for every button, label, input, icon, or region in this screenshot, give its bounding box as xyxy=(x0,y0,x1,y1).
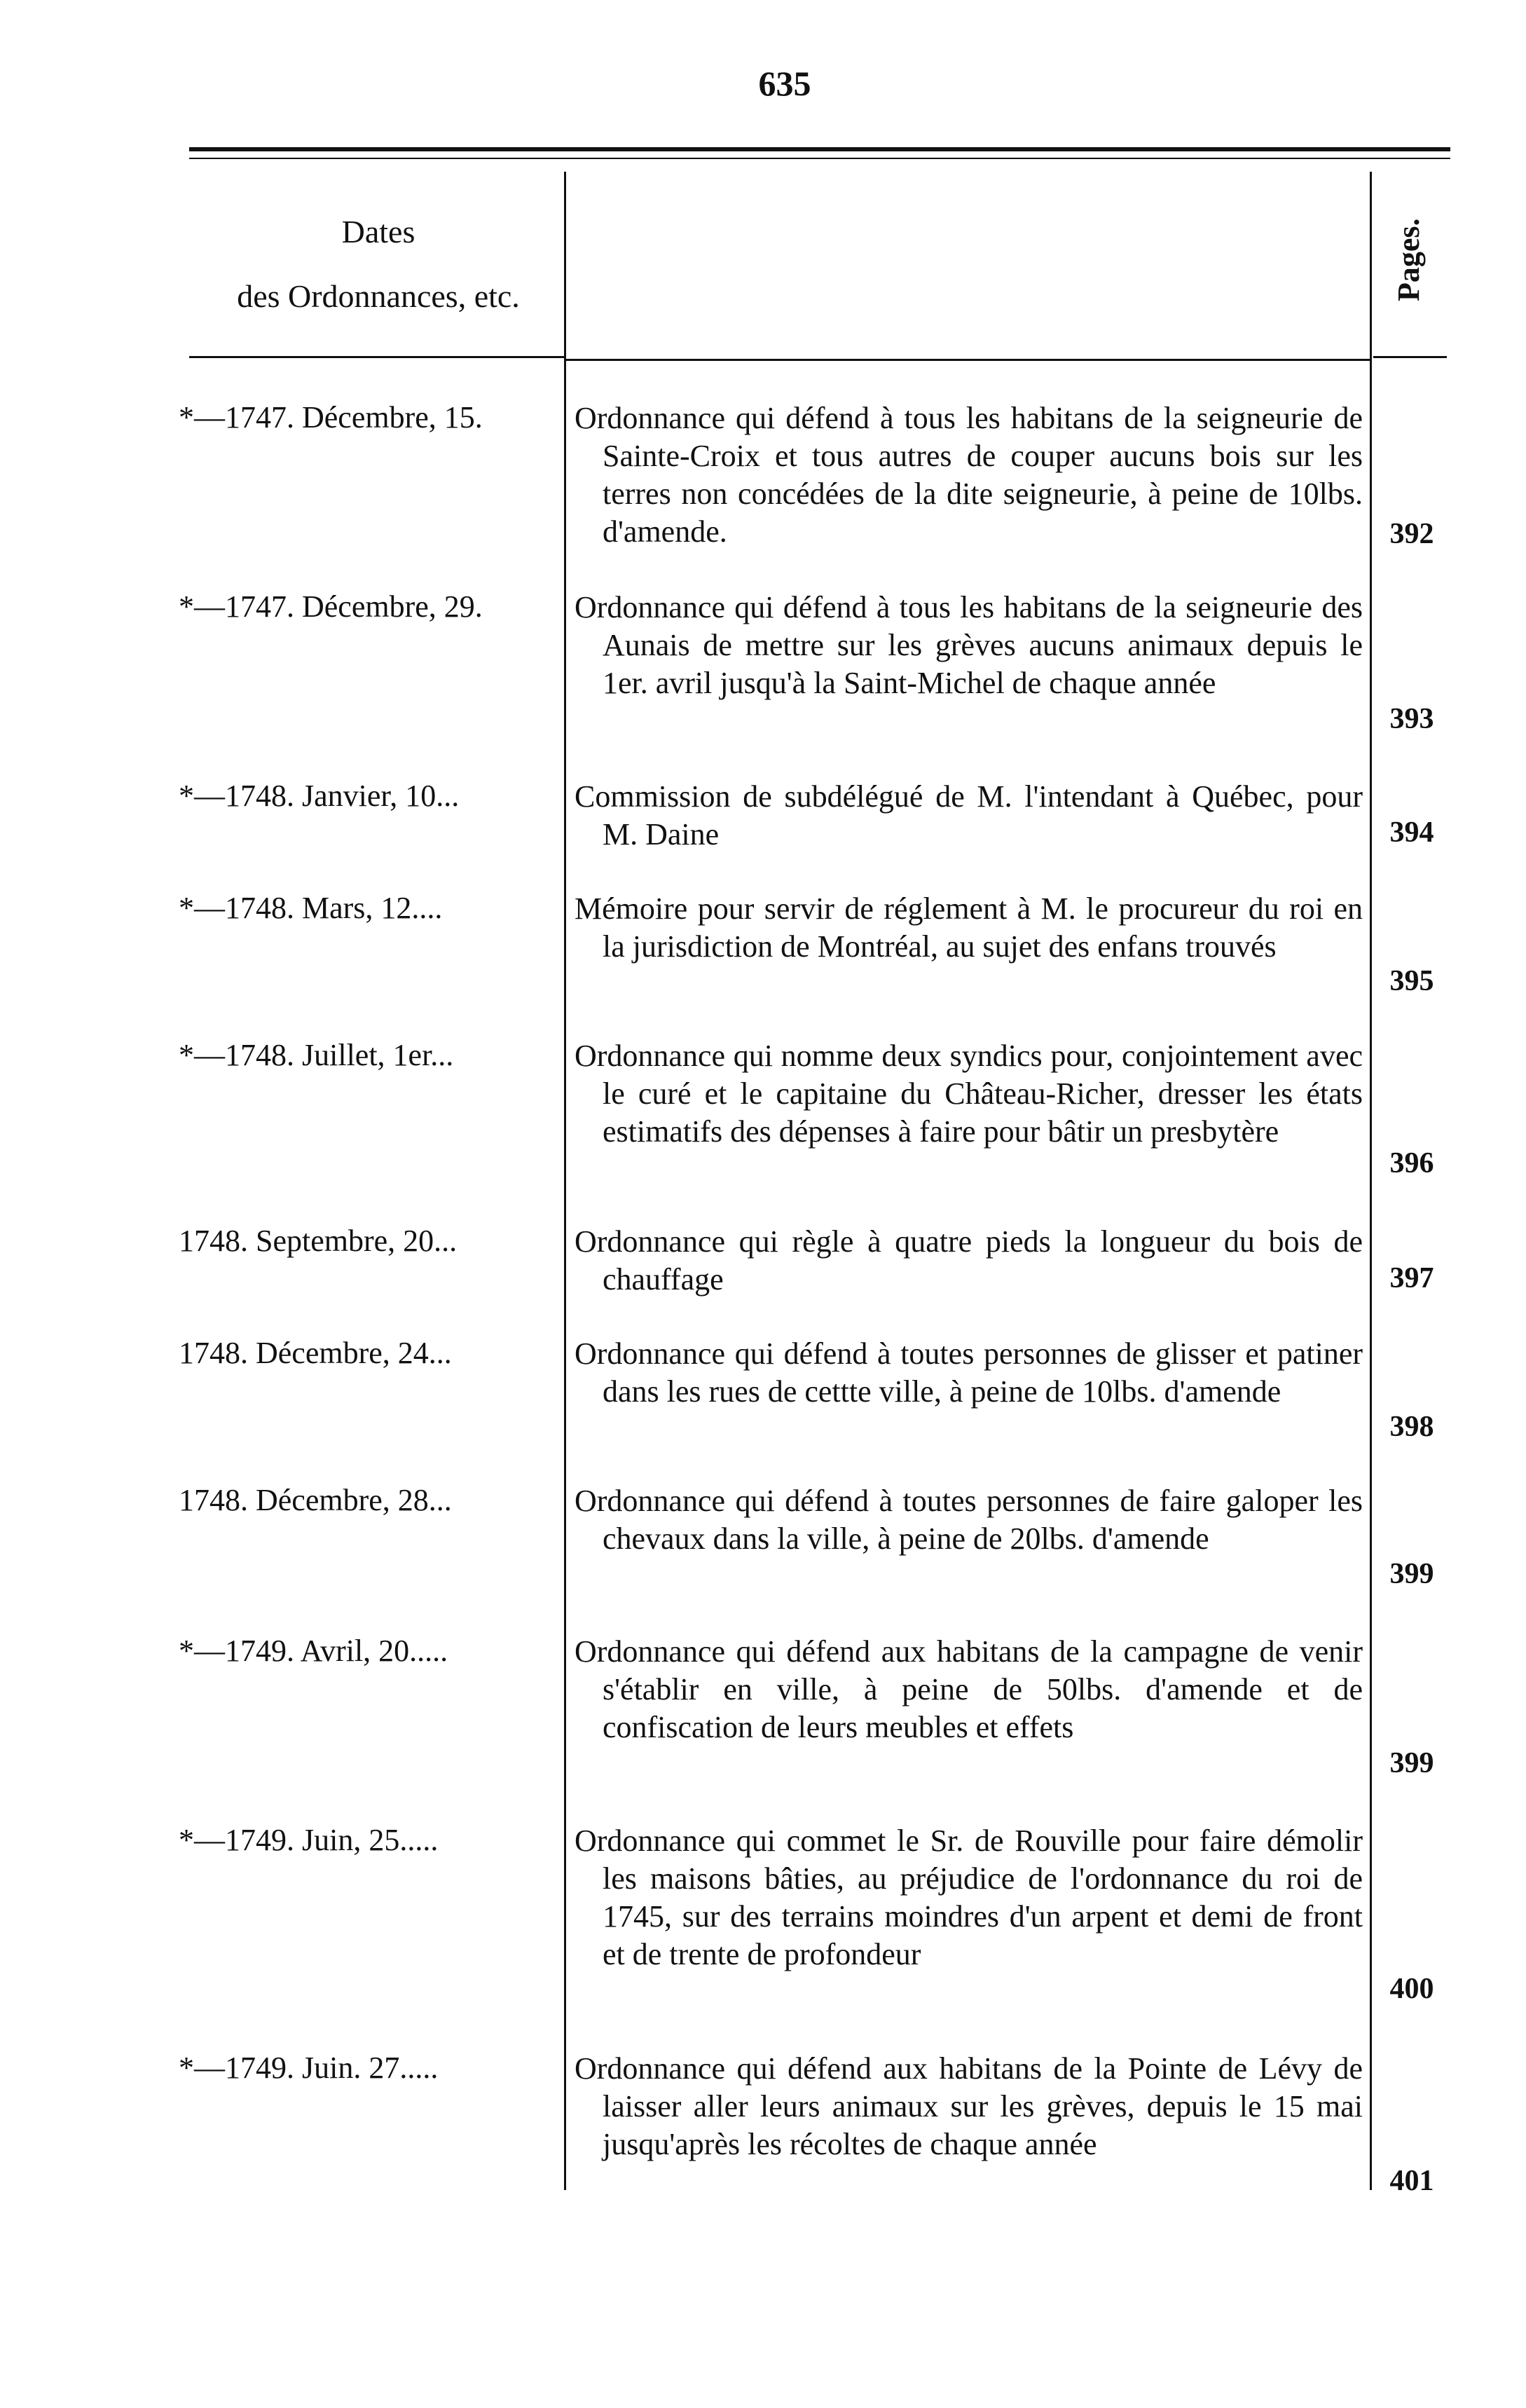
entry-page: 394 xyxy=(1389,816,1434,849)
entry-page: 392 xyxy=(1389,518,1434,550)
entry-date: 1748. Décembre, 28... xyxy=(179,1483,452,1517)
entry-description: Ordonnance qui défend à tous les habitans de la seigneurie des Aunais de mettre sur les grèves aucuns animaux depuis le 1er. avril jusqu'à la Saint-Michel de chaque année xyxy=(575,590,1363,700)
entry-date: *—1748. Mars, 12.... xyxy=(179,891,443,925)
entry-page: 399 xyxy=(1389,1558,1434,1590)
entry-description: Ordonnance qui défend aux habitans de la campagne de venir s'établir en ville, à peine de 50lbs. d'amende et de confiscation de leurs meubles et effets xyxy=(575,1634,1363,1744)
dates-header-line1: Dates xyxy=(341,214,415,249)
entry-date: 1748. Décembre, 24... xyxy=(179,1336,452,1370)
header-rule xyxy=(1373,356,1447,358)
entry-description: Ordonnance qui commet le Sr. de Rouville pour faire démolir les maisons bâties, au préjudice de l'ordonnance du roi de 1745, sur des terrains moindres d'un arpent et demi de front et de trente de profondeur xyxy=(575,1824,1363,1971)
dates-header-line2: des Ordonnances, etc. xyxy=(237,278,520,314)
column-divider xyxy=(1370,172,1372,2190)
entry-page: 397 xyxy=(1389,1262,1434,1294)
entry-description: Ordonnance qui défend à toutes personnes de faire galoper les chevaux dans la ville, à peine de 20lbs. d'amende xyxy=(575,1484,1363,1556)
page-number: 635 xyxy=(758,64,811,103)
entry-page: 399 xyxy=(1389,1747,1434,1779)
entry-description: Mémoire pour servir de réglement à M. le procureur du roi en la jurisdiction de Montréal, au sujet des enfans trouvés xyxy=(575,891,1363,964)
entry-date: *—1749. Juin. 27..... xyxy=(179,2051,439,2085)
entry-description: Ordonnance qui nomme deux syndics pour, conjointement avec le curé et le capitaine du Château-Richer, dresser les états estimatifs des dépenses à faire pour bâtir un presbytère xyxy=(575,1039,1363,1149)
entry-date: *—1749. Avril, 20..... xyxy=(179,1634,448,1668)
entry-page: 393 xyxy=(1389,703,1434,735)
entry-description: Ordonnance qui règle à quatre pieds la longueur du bois de chauffage xyxy=(575,1224,1363,1297)
entry-description: Ordonnance qui défend aux habitans de la Pointe de Lévy de laisser aller leurs animaux sur les grèves, depuis le 15 mai jusqu'après les récoltes de chaque année xyxy=(575,2051,1363,2161)
entry-page: 401 xyxy=(1389,2165,1434,2197)
entry-description: Ordonnance qui défend à tous les habitans de la seigneurie de Sainte-Croix et tous autres de couper aucuns bois sur les terres non concédées de la dite seigneurie, à peine de 10lbs. d'amende. xyxy=(575,401,1363,549)
entry-date: *—1747. Décembre, 29. xyxy=(179,589,483,624)
entry-date: *—1747. Décembre, 15. xyxy=(179,400,483,435)
entry-date: *—1748. Janvier, 10... xyxy=(179,779,460,813)
entry-date: 1748. Septembre, 20... xyxy=(179,1224,458,1258)
entry-date: *—1749. Juin, 25..... xyxy=(179,1823,439,1857)
dates-column-header xyxy=(193,200,564,329)
entry-page: 395 xyxy=(1389,965,1434,997)
entry-description: Commission de subdélégué de M. l'intendant à Québec, pour M. Daine xyxy=(575,779,1363,851)
header-rule xyxy=(189,356,564,358)
entry-page: 398 xyxy=(1389,1411,1434,1443)
entry-date: *—1748. Juillet, 1er... xyxy=(179,1038,454,1072)
top-rule-thin xyxy=(189,158,1450,159)
entry-page: 396 xyxy=(1389,1147,1434,1179)
top-rule xyxy=(189,147,1450,151)
pages-column-header: Pages. xyxy=(1391,218,1426,301)
entry-description: Ordonnance qui défend à toutes personnes de glisser et patiner dans les rues de cettte ville, à peine de 10lbs. d'amende xyxy=(575,1336,1363,1409)
header-rule xyxy=(564,359,1370,361)
entry-page: 400 xyxy=(1389,1973,1434,2005)
column-divider xyxy=(564,172,566,2190)
